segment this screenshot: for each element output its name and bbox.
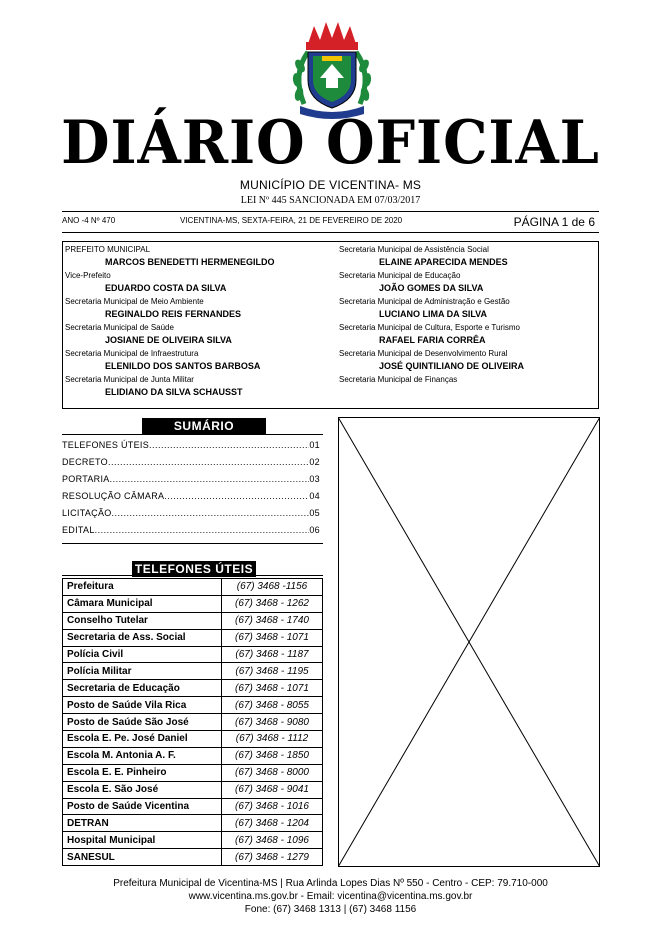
official-role: Secretaria Municipal de Saúde [65, 323, 174, 332]
law-notice: LEI Nº 445 SANCIONADA EM 07/03/2017 [240, 195, 421, 206]
official-name: JOSÉ QUINTILIANO DE OLIVEIRA [379, 361, 525, 371]
official-role: Vice-Prefeito [65, 271, 111, 280]
sumario-item-page: 04 [309, 491, 320, 501]
table-row [63, 663, 323, 680]
page-footer [0, 877, 661, 916]
official-name: JOÃO GOMES DA SILVA [379, 283, 484, 293]
table-row [63, 629, 323, 646]
official-role: Secretaria Municipal de Assistência Social [339, 245, 489, 254]
sumario-item-label: DECRETO [62, 457, 108, 467]
phone-entry-name: Escola E. São José [63, 781, 222, 798]
edition-number: ANO -4 Nº 470 [62, 216, 116, 225]
sumario-item-page: 01 [309, 440, 320, 450]
phone-entry-number: (67) 3468 - 1096 [222, 832, 323, 849]
phone-entry-number: (67) 3468 - 8000 [222, 764, 323, 781]
official-name: MARCOS BENEDETTI HERMENEGILDO [105, 257, 275, 267]
officials-left-column [65, 245, 335, 401]
official-role: Secretaria Municipal de Junta Militar [65, 375, 194, 384]
phone-entry-number: (67) 3468 - 1740 [222, 612, 323, 629]
sumario-item[interactable] [62, 488, 320, 505]
sumario-item-label: PORTARIA [62, 474, 110, 484]
phone-entry-name: Escola E. Pe. José Daniel [63, 731, 222, 748]
official-entry [339, 349, 597, 375]
phone-entry-number: (67) 3468 - 8055 [222, 697, 323, 714]
phone-entry-name: Secretaria de Ass. Social [63, 629, 222, 646]
footer-phones: Fone: (67) 3468 1313 | (67) 3468 1156 [244, 904, 417, 915]
dot-leader [95, 522, 310, 539]
phone-entry-number: (67) 3468 - 1071 [222, 629, 323, 646]
municipality-name: MUNICÍPIO DE VICENTINA- MS [239, 178, 422, 192]
table-row [63, 646, 323, 663]
phone-entry-number: (67) 3468 - 1195 [222, 663, 323, 680]
official-role: Secretaria Municipal de Meio Ambiente [65, 297, 204, 306]
table-row [63, 714, 323, 731]
official-entry [65, 349, 335, 375]
officials-right-column [339, 245, 597, 384]
official-entry [65, 245, 335, 271]
sumario-item[interactable] [62, 454, 320, 471]
dot-leader [110, 471, 310, 488]
table-row [63, 747, 323, 764]
phone-entry-name: Hospital Municipal [63, 832, 222, 849]
table-row [63, 815, 323, 832]
official-entry [339, 271, 597, 297]
phone-entry-number: (67) 3468 - 1279 [222, 849, 323, 866]
official-role: Secretaria Municipal de Administração e Gestão [339, 297, 510, 306]
phone-entry-name: SANESUL [63, 849, 222, 866]
phone-entry-number: (67) 3468 - 1112 [222, 731, 323, 748]
phone-entry-number: (67) 3468 -1156 [222, 579, 323, 596]
sumario-bottom-divider [62, 543, 323, 544]
official-role: Secretaria Municipal de Desenvolvimento Rural [339, 349, 508, 358]
masthead-title: DIÁRIO OFICIAL [61, 108, 600, 178]
sumario-item-label: TELEFONES ÚTEIS [62, 440, 150, 450]
table-row [63, 798, 323, 815]
table-row [63, 697, 323, 714]
phone-entry-number: (67) 3468 - 1850 [222, 747, 323, 764]
official-name: ELENILDO DOS SANTOS BARBOSA [105, 361, 261, 371]
image-placeholder [338, 417, 600, 867]
official-role: Secretaria Municipal de Cultura, Esporte e Turismo [339, 323, 520, 332]
telefones-table [62, 578, 323, 866]
official-name: EDUARDO COSTA DA SILVA [105, 283, 227, 293]
table-row [63, 680, 323, 697]
phone-entry-name: Escola M. Antonia A. F. [63, 747, 222, 764]
sumario-item-page: 03 [309, 474, 320, 484]
officials-box [62, 241, 599, 409]
table-row [63, 595, 323, 612]
phone-entry-name: Posto de Saúde Vicentina [63, 798, 222, 815]
footer-web-email: www.vicentina.ms.gov.br - Email: vicentina@vicentina.ms.gov.br [188, 891, 473, 902]
official-name: ELAINE APARECIDA MENDES [379, 257, 508, 267]
page-indicator: PÁGINA 1 de 6 [513, 215, 595, 229]
phone-entry-name: DETRAN [63, 815, 222, 832]
phone-entry-name: Posto de Saúde São José [63, 714, 222, 731]
dot-leader [164, 488, 309, 505]
phone-entry-name: Câmara Municipal [63, 595, 222, 612]
phone-entry-name: Prefeitura [63, 579, 222, 596]
phone-entry-number: (67) 3468 - 9080 [222, 714, 323, 731]
sumario-item[interactable] [62, 522, 320, 539]
official-entry [65, 271, 335, 297]
phone-entry-name: Conselho Tutelar [63, 612, 222, 629]
sumario-divider [62, 434, 323, 435]
official-entry [65, 375, 335, 401]
phone-entry-name: Posto de Saúde Vila Rica [63, 697, 222, 714]
table-row [63, 781, 323, 798]
phone-entry-number: (67) 3468 - 9041 [222, 781, 323, 798]
official-entry [65, 297, 335, 323]
official-name: RAFAEL FARIA CORRÊA [379, 335, 486, 345]
sumario-item[interactable] [62, 471, 320, 488]
phone-entry-name: Polícia Civil [63, 646, 222, 663]
sumario-heading: SUMÁRIO [142, 418, 266, 434]
phone-entry-number: (67) 3468 - 1204 [222, 815, 323, 832]
dot-leader [112, 505, 310, 522]
table-row [63, 612, 323, 629]
official-entry [339, 375, 597, 384]
sumario-item[interactable] [62, 505, 320, 522]
sumario-item-label: RESOLUÇÃO CÂMARA [62, 491, 165, 501]
phone-entry-number: (67) 3468 - 1016 [222, 798, 323, 815]
official-role: PREFEITO MUNICIPAL [65, 245, 151, 254]
sumario-item-label: LICITAÇÃO [62, 508, 112, 518]
phone-entry-name: Escola E. E. Pinheiro [63, 764, 222, 781]
official-role: Secretaria Municipal de Educação [339, 271, 461, 280]
sumario-item-label: EDITAL [62, 525, 95, 535]
official-entry [339, 245, 597, 271]
telefones-divider [62, 575, 323, 576]
sumario-item-page: 06 [309, 525, 320, 535]
edition-info-bar [62, 211, 599, 233]
official-role: Secretaria Municipal de Infraestrutura [65, 349, 199, 358]
phone-entry-name: Secretaria de Educação [63, 680, 222, 697]
sumario-item-page: 05 [309, 508, 320, 518]
dot-leader [149, 437, 309, 454]
official-entry [65, 323, 335, 349]
footer-address: Prefeitura Municipal de Vicentina-MS | Rua Arlinda Lopes Dias Nº 550 - Centro - CEP: 79.710-000 [113, 878, 548, 889]
sumario-list [62, 437, 320, 539]
dot-leader [108, 454, 309, 471]
official-role: Secretaria Municipal de Finanças [339, 375, 458, 384]
telefones-heading: TELEFONES ÚTEIS [132, 561, 256, 577]
official-entry [339, 297, 597, 323]
table-row [63, 579, 323, 596]
sumario-item[interactable] [62, 437, 320, 454]
official-name: REGINALDO REIS FERNANDES [105, 309, 242, 319]
official-name: JOSIANE DE OLIVEIRA SILVA [105, 335, 232, 345]
official-name: LUCIANO LIMA DA SILVA [379, 309, 487, 319]
phone-entry-number: (67) 3468 - 1187 [222, 646, 323, 663]
phone-entry-number: (67) 3468 - 1071 [222, 680, 323, 697]
sumario-item-page: 02 [309, 457, 320, 467]
phone-entry-name: Polícia Militar [63, 663, 222, 680]
table-row [63, 731, 323, 748]
edition-date: VICENTINA-MS, SEXTA-FEIRA, 21 DE FEVEREIRO DE 2020 [180, 216, 403, 225]
table-row [63, 764, 323, 781]
phone-entry-number: (67) 3468 - 1262 [222, 595, 323, 612]
official-entry [339, 323, 597, 349]
official-name: ELIDIANO DA SILVA SCHAUSST [105, 387, 243, 397]
table-row [63, 849, 323, 866]
table-row [63, 832, 323, 849]
